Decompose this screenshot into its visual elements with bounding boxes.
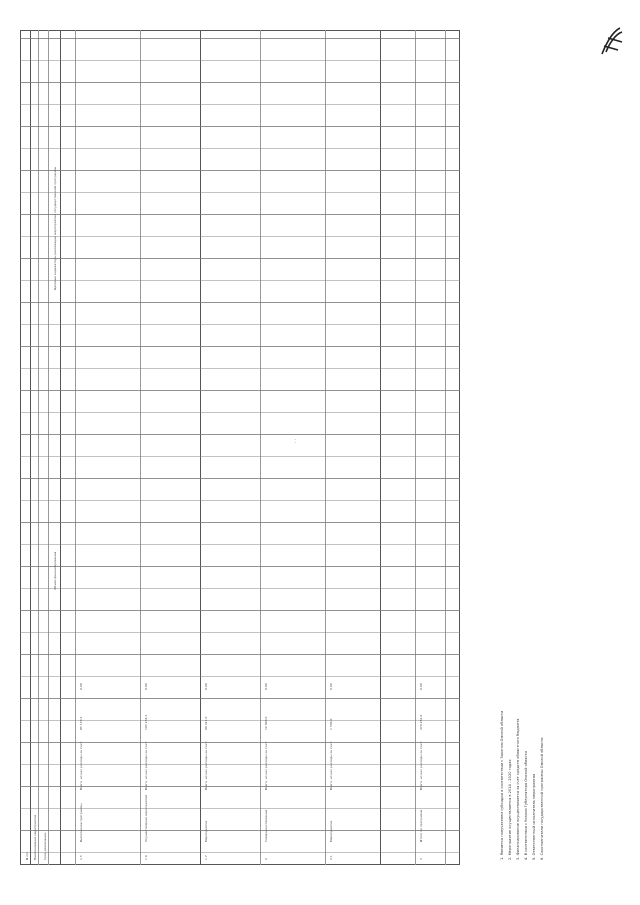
footnote: 1. Является получателем субсидии в соответствии с Законом Омской области xyxy=(500,710,504,860)
table-column-divider xyxy=(20,808,460,809)
row-name: Мероприятие xyxy=(329,820,333,842)
rotated-table xyxy=(20,30,580,865)
table-column-divider xyxy=(20,742,460,743)
table-column-divider xyxy=(20,82,460,83)
row-source: Всего, из них расходы за счет: xyxy=(79,741,83,790)
footnote: 2. Мероприятие осуществляется в 2014 - 2020 годах xyxy=(508,759,512,860)
table-column-divider xyxy=(20,346,460,347)
scan-mark: . . xyxy=(291,438,298,444)
row-source: Всего, из них расходы за счет: xyxy=(329,741,333,790)
row-value: 12 000,0 xyxy=(264,716,268,730)
table-column-divider xyxy=(20,324,460,325)
row-value: 0,00 xyxy=(329,683,333,690)
table-column-divider xyxy=(20,126,460,127)
table-row-divider xyxy=(445,30,446,865)
signature-mark xyxy=(598,24,626,58)
table-column-divider xyxy=(20,104,460,105)
table-column-divider xyxy=(20,434,460,435)
table-column-divider xyxy=(20,632,460,633)
table-row-divider xyxy=(30,30,31,865)
row-name: Осуществление мероприятий xyxy=(144,794,148,842)
table-column-divider xyxy=(20,456,460,457)
table-frame xyxy=(20,30,460,865)
table-column-divider xyxy=(20,390,460,391)
table-column-divider xyxy=(20,676,460,677)
table-row-divider xyxy=(140,30,141,865)
table-column-divider xyxy=(20,830,460,831)
table-column-divider xyxy=(20,368,460,369)
header-finance: Объем финансирования xyxy=(53,551,57,590)
table-column-divider xyxy=(20,500,460,501)
footnote: 6. Соисполнители государственной программы Омской области xyxy=(540,737,544,860)
table-column-divider xyxy=(20,258,460,259)
header-indicators: Целевые индикаторы реализации мероприятия государственной программы xyxy=(53,166,57,290)
row-name: Мероприятие xyxy=(204,820,208,842)
table-column-divider xyxy=(20,148,460,149)
table-column-divider xyxy=(20,60,460,61)
header-term: Срок реализации xyxy=(43,832,47,860)
table-column-divider xyxy=(20,214,460,215)
footnote: 3. Финансирование осуществляется за счет средств областного бюджета xyxy=(516,718,520,860)
row-value: 0,00 xyxy=(264,683,268,690)
row-num: 3 xyxy=(419,858,423,860)
row-value: 105 256,3 xyxy=(144,714,148,730)
table-column-divider xyxy=(20,522,460,523)
table-column-divider xyxy=(20,720,460,721)
row-name: Совершенствование xyxy=(264,809,268,842)
row-value: 476 281,6 xyxy=(419,714,423,730)
table-row-divider xyxy=(38,30,39,865)
table-column-divider xyxy=(20,852,460,853)
table-column-divider xyxy=(20,170,460,171)
row-num: 1.6 xyxy=(144,855,148,860)
row-value: 0,00 xyxy=(419,683,423,690)
row-name: Итого по программе xyxy=(419,809,423,842)
footnote: 4. В соответствии с Указом Губернатора Омской области xyxy=(524,751,528,860)
table-row-divider xyxy=(260,30,261,865)
row-source: Всего, из них расходы за счет: xyxy=(204,741,208,790)
row-num: 2 xyxy=(264,858,268,860)
row-source: Всего, из них расходы за счет: xyxy=(144,741,148,790)
table-column-divider xyxy=(20,302,460,303)
table-row-divider xyxy=(415,30,416,865)
table-column-divider xyxy=(20,786,460,787)
row-name: Выполнение программы xyxy=(79,803,83,842)
table-row-divider xyxy=(48,30,49,865)
table-column-divider xyxy=(20,544,460,545)
table-row-divider xyxy=(60,30,61,865)
table-column-divider xyxy=(20,236,460,237)
table-row-divider xyxy=(75,30,76,865)
table-column-divider xyxy=(20,588,460,589)
table-column-divider xyxy=(20,38,460,39)
table-row-divider xyxy=(200,30,201,865)
row-num: 1.5 xyxy=(79,855,83,860)
row-value: 0,00 xyxy=(144,683,148,690)
row-num: 1.7 xyxy=(204,855,208,860)
header-name: Наименование мероприятия xyxy=(33,814,37,860)
table-column-divider xyxy=(20,478,460,479)
footnote: 5. Ответственный исполнитель мероприятия xyxy=(532,773,536,860)
table-column-divider xyxy=(20,698,460,699)
header-num: N п/п xyxy=(25,851,29,860)
row-source: Всего, из них расходы за счет: xyxy=(419,741,423,790)
table-row-divider xyxy=(325,30,326,865)
table-column-divider xyxy=(20,764,460,765)
row-num: 2.1 xyxy=(329,855,333,860)
row-source: Всего, из них расходы за счет: xyxy=(264,741,268,790)
table-column-divider xyxy=(20,280,460,281)
row-value: 0,00 xyxy=(204,683,208,690)
row-value: 1 500,0 xyxy=(329,718,333,730)
table-column-divider xyxy=(20,566,460,567)
table-column-divider xyxy=(20,412,460,413)
table-row-divider xyxy=(380,30,381,865)
table-column-divider xyxy=(20,610,460,611)
table-column-divider xyxy=(20,192,460,193)
table-column-divider xyxy=(20,654,460,655)
row-value: 96 321,0 xyxy=(204,716,208,730)
row-value: 0,00 xyxy=(79,683,83,690)
row-value: 85 170,3 xyxy=(79,716,83,730)
